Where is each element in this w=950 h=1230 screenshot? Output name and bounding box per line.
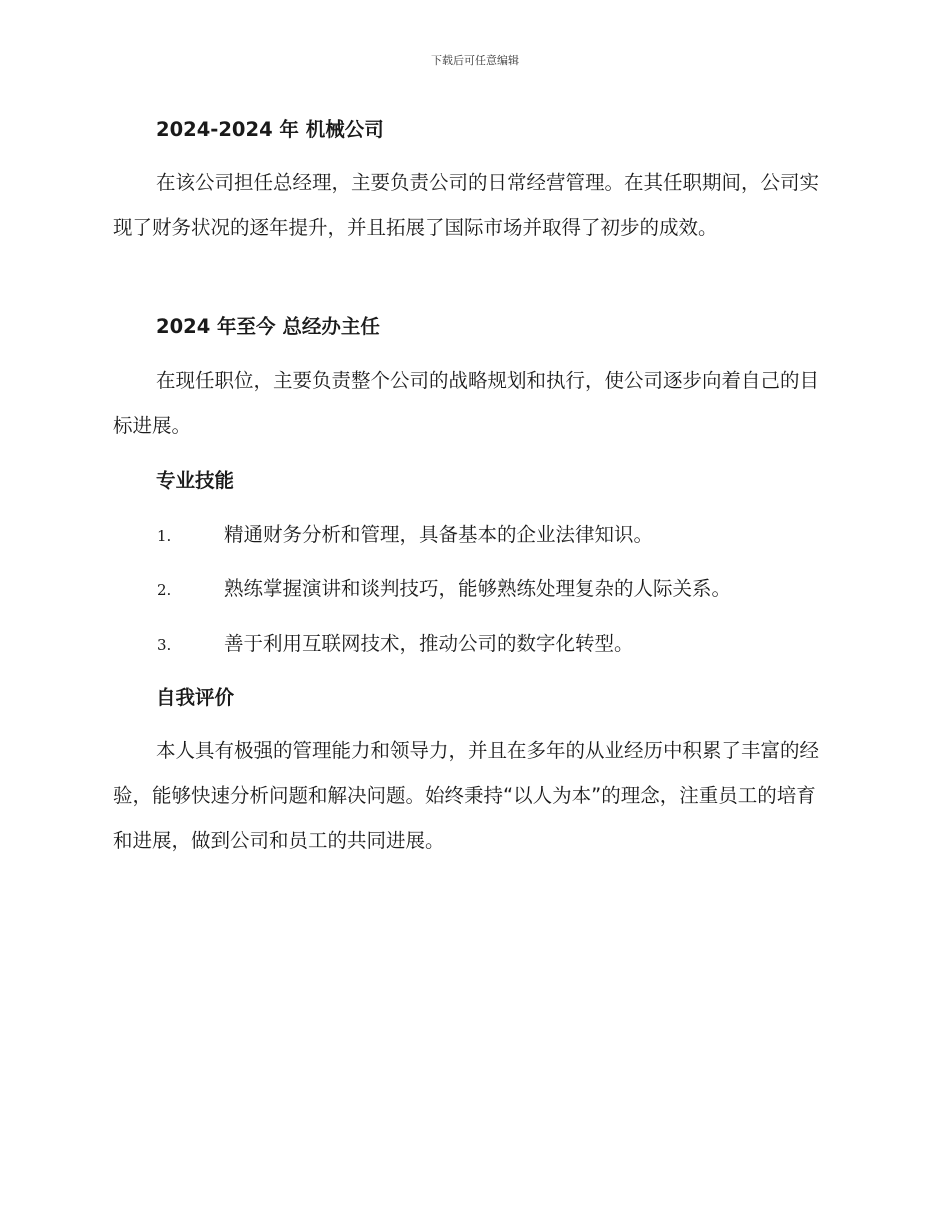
list-text: 善于利用互联网技术，推动公司的数字化转型。 <box>224 632 634 655</box>
list-text: 精通财务分析和管理，具备基本的企业法律知识。 <box>224 523 654 546</box>
job1-heading: 2024-2024 年 机械公司 <box>156 118 384 141</box>
list-text: 熟练掌握演讲和谈判技巧，能够熟练处理复杂的人际关系。 <box>224 577 732 600</box>
skills-list-item <box>157 521 653 550</box>
self-eval-description: 本人具有极强的管理能力和领导力，并且在多年的从业经历中积累了丰富的经验，能够快速分析问题和解决问题。始终秉持“以人为本”的理念，注重员工的培育和进展，做到公司和员工的共同进展。 <box>113 739 820 852</box>
list-number: 2. <box>157 581 172 599</box>
skills-heading: 专业技能 <box>156 469 235 492</box>
job2-heading: 2024 年至今 总经办主任 <box>156 315 380 338</box>
page-header-note: 下载后可任意编辑 <box>431 54 519 67</box>
skills-list-item <box>157 630 634 659</box>
job1-description: 在该公司担任总经理，主要负责公司的日常经营管理。在其任职期间，公司实现了财务状况的逐年提升，并且拓展了国际市场并取得了初步的成效。 <box>113 171 820 239</box>
skills-list-item <box>157 575 731 604</box>
list-number: 3. <box>157 636 172 654</box>
list-number: 1. <box>157 527 172 545</box>
job2-description: 在现任职位，主要负责整个公司的战略规划和执行，使公司逐步向着自己的目标进展。 <box>113 369 820 437</box>
self-eval-heading: 自我评价 <box>156 686 235 709</box>
